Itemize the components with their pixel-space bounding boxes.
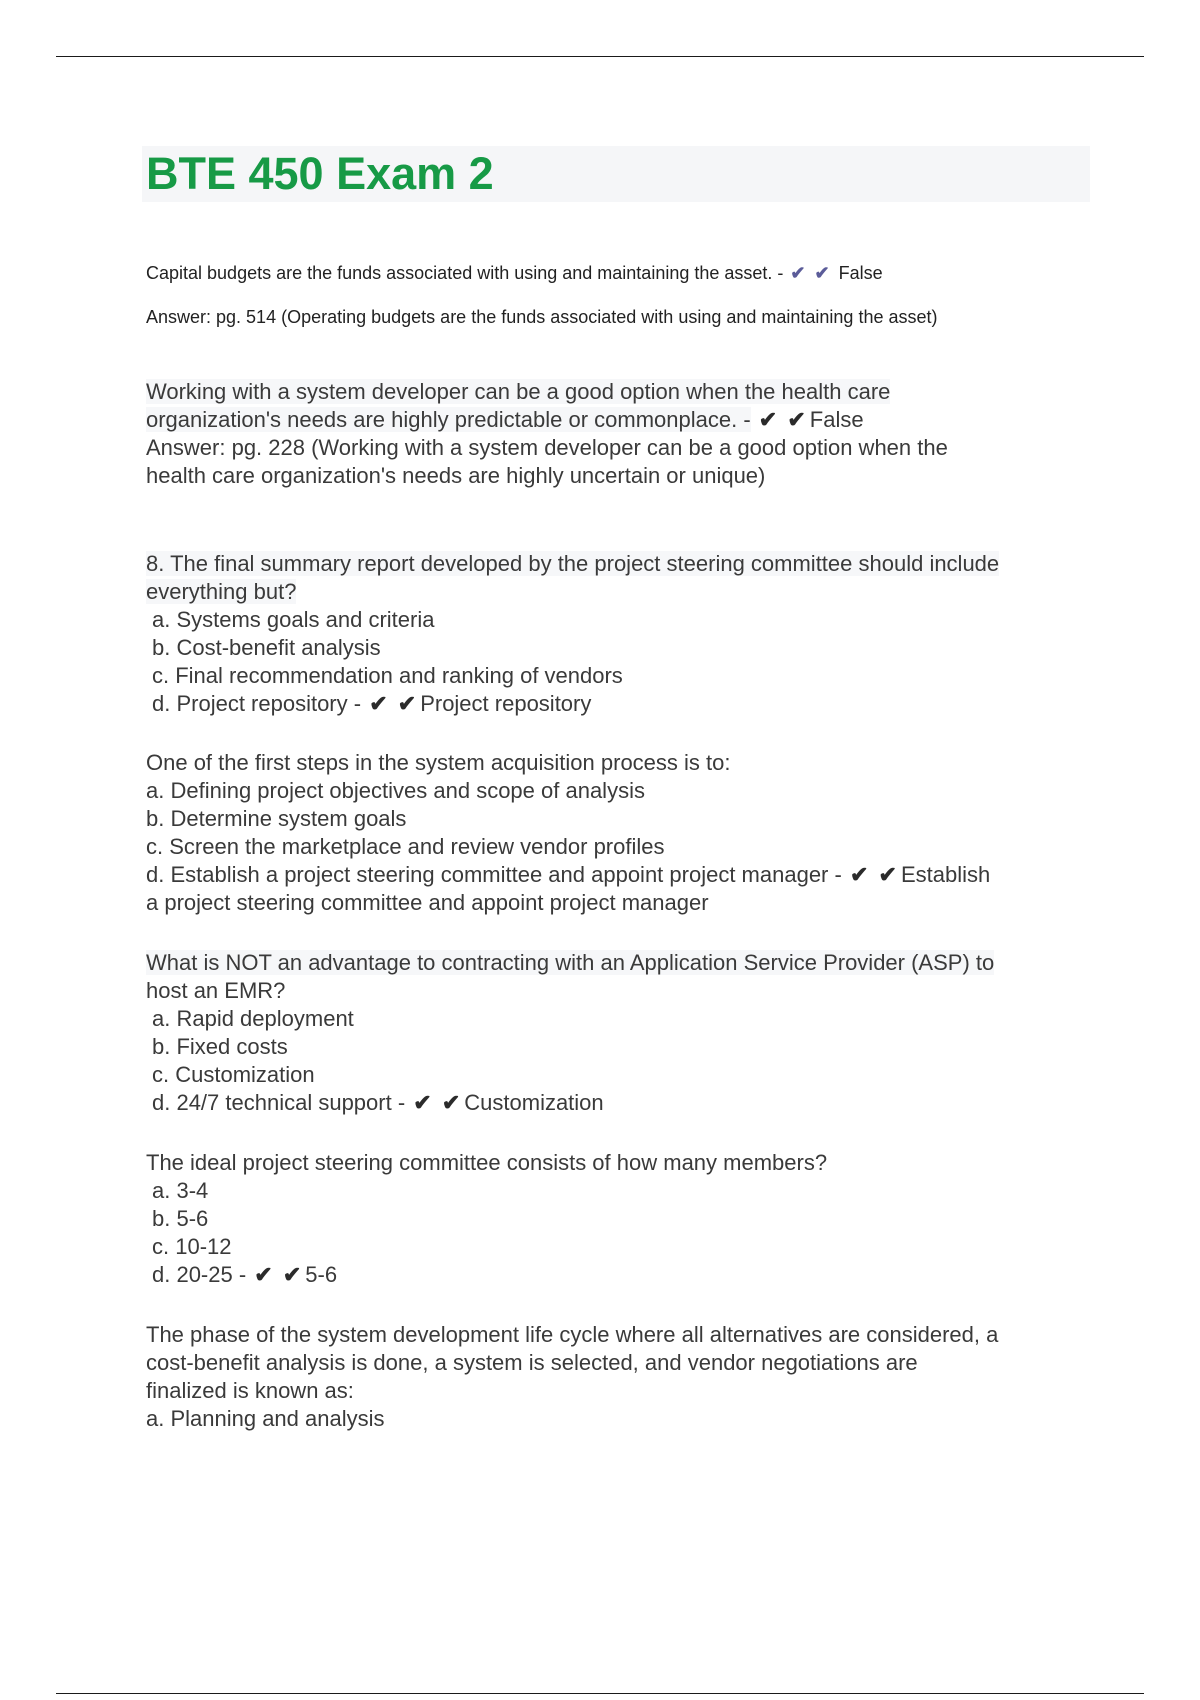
option-c: c. Screen the marketplace and review vendor profiles [146, 834, 665, 859]
option-a: a. Defining project objectives and scope of analysis [146, 778, 645, 803]
option-b: b. 5-6 [152, 1206, 209, 1231]
option-b: b. Fixed costs [152, 1034, 288, 1059]
option-c: c. Customization [152, 1062, 315, 1087]
option-d: d. Establish a project steering committee and appoint project manager - ✔ ✔Establish [146, 862, 991, 887]
page-title: BTE 450 Exam 2 [146, 148, 494, 199]
question-3-line: everything but? [146, 579, 297, 604]
option-a: a. Planning and analysis [146, 1406, 385, 1431]
question-6 [146, 1149, 1096, 1289]
question-1-explanation: Answer: pg. 514 (Operating budgets are the funds associated with using and maintaining the asset) [146, 307, 938, 327]
option-b: b. Cost-benefit analysis [152, 635, 381, 660]
question-2-answer: False [809, 407, 864, 432]
question-3-line: 8. The final summary report developed by the project steering committee should include [146, 551, 1000, 576]
option-a: a. Systems goals and criteria [152, 607, 435, 632]
question-7-line: finalized is known as: [146, 1378, 354, 1403]
question-6-line: The ideal project steering committee consists of how many members? [146, 1150, 828, 1175]
question-2-line: organization's needs are highly predictable or commonplace. - ✔ ✔False [146, 407, 864, 432]
option-a: a. 3-4 [152, 1178, 209, 1203]
question-2 [146, 378, 1096, 490]
double-check-icon: ✔ ✔ [758, 407, 808, 432]
bottom-rule [56, 1693, 1144, 1694]
option-d: d. 24/7 technical support - ✔ ✔Customization [152, 1090, 604, 1115]
option-b: b. Determine system goals [146, 806, 407, 831]
question-1 [146, 258, 1106, 332]
question-4 [146, 749, 1096, 917]
double-check-icon: ✔ ✔ [254, 1262, 304, 1287]
option-c: c. Final recommendation and ranking of vendors [152, 663, 623, 688]
option-d: d. Project repository - ✔ ✔Project repository [152, 691, 592, 716]
question-5-answer: Customization [464, 1090, 604, 1115]
option-c: c. 10-12 [152, 1234, 232, 1259]
question-7-line: The phase of the system development life cycle where all alternatives are considered, a [146, 1322, 999, 1347]
question-5-line: host an EMR? [146, 978, 286, 1003]
question-7 [146, 1321, 1096, 1433]
double-check-icon: ✔ ✔ [413, 1090, 463, 1115]
question-5-line: What is NOT an advantage to contracting with an Application Service Provider (ASP) to [146, 950, 995, 975]
option-a: a. Rapid deployment [152, 1006, 354, 1031]
question-4-line: One of the first steps in the system acquisition process is to: [146, 750, 731, 775]
question-6-answer: 5-6 [305, 1262, 338, 1287]
question-3-answer: Project repository [420, 691, 592, 716]
double-check-icon: ✔ ✔ [849, 862, 899, 887]
question-4-answer-continued: a project steering committee and appoint project manager [146, 890, 709, 915]
top-rule [56, 56, 1144, 57]
question-4-answer: Establish [900, 862, 991, 887]
option-d: d. 20-25 - ✔ ✔5-6 [152, 1262, 338, 1287]
question-5 [146, 949, 1096, 1117]
question-7-line: cost-benefit analysis is done, a system is selected, and vendor negotiations are [146, 1350, 918, 1375]
question-2-line: Working with a system developer can be a good option when the health care [146, 379, 891, 404]
question-1-text: Capital budgets are the funds associated with using and maintaining the asset. - ✔ ✔ False [146, 258, 1106, 288]
question-2-explanation: health care organization's needs are highly uncertain or unique) [146, 463, 766, 488]
double-check-icon: ✔ ✔ [790, 263, 832, 283]
question-3 [146, 550, 1096, 718]
question-2-explanation: Answer: pg. 228 (Working with a system developer can be a good option when the [146, 435, 948, 460]
double-check-icon: ✔ ✔ [369, 691, 419, 716]
question-1-answer: False [838, 263, 883, 283]
